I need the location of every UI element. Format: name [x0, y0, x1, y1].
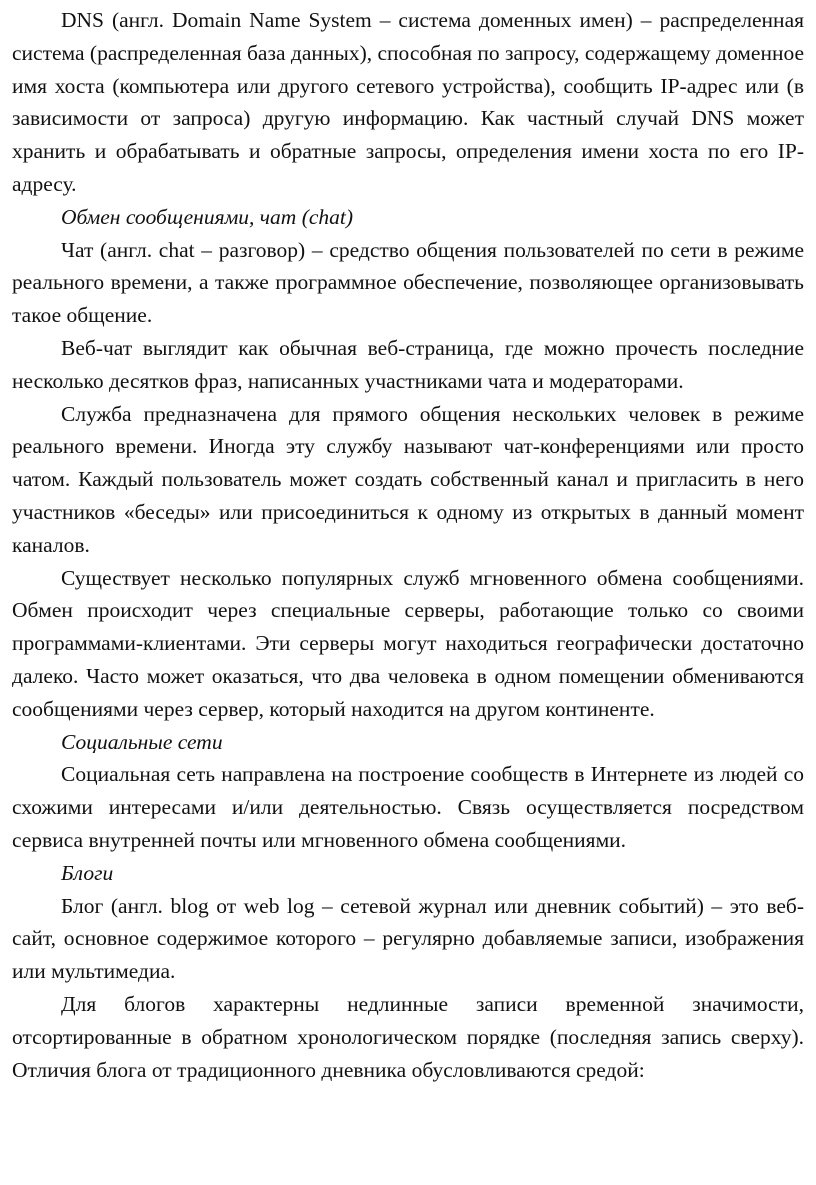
- paragraph-blog-definition: Блог (англ. blog от web log – сетевой журнал или дневник событий) – это веб-сайт, основное содержимое которого – регулярно добавляемые записи, изображения или мультимедиа.: [12, 893, 804, 984]
- paragraph-dns: DNS (англ. Domain Name System – система доменных имен) – распределенная система (распределенная база данных), способная по запросу, содержащему доменное имя хоста (компьютера или другого сетевого устройства), сообщить IP-адрес или (в зависимости от запроса) другую информацию. Как частный случай DNS может хранить и обрабатывать и обратные запросы, определения имени хоста по его IP- адресу.: [12, 8, 805, 196]
- paragraph-blog-features: Для блогов характерны недлинные записи временной значимости, отсортированные в обратном хронологическом порядке (последняя запись сверху). Отличия блога от традиционного дневника обусловливаются средой:: [12, 991, 804, 1082]
- paragraph-instant-messaging: Существует несколько популярных служб мгновенного обмена сообщениями. Обмен происходит через специальные серверы, работающие только со своими программами-клиентами. Эти серверы могут находиться географически достаточно далеко. Часто может оказаться, что два человека в одном помещении обмениваются сообщениями через сервер, который находится на другом континенте.: [12, 565, 804, 721]
- paragraph-chat-definition: Чат (англ. chat – разговор) – средство общения пользователей по сети в режиме реального времени, а также программное обеспечение, позволяющее организовывать такое общение.: [12, 237, 804, 328]
- paragraph-social-networks: Социальная сеть направлена на построение сообществ в Интернете из людей со схожими интересами и/или деятельностью. Связь осуществляется посредством сервиса внутренней почты или мгновенного обмена сообщениями.: [12, 762, 804, 852]
- paragraph-web-chat: Веб-чат выглядит как обычная веб-страница, где можно прочесть последние несколько десятков фраз, написанных участниками чата и модераторами.: [12, 335, 804, 393]
- paragraph-chat-service: Служба предназначена для прямого общения нескольких человек в режиме реального времени. Иногда эту службу называют чат-конференциями или просто чатом. Каждый пользователь может создать собственный канал и пригласить в него участников «беседы» или присоединиться к одному из открытых в данный момент каналов.: [12, 401, 804, 557]
- heading-blogs: Блоги: [61, 860, 114, 885]
- heading-social-networks: Социальные сети: [61, 729, 223, 754]
- heading-chat: Обмен сообщениями, чат (chat): [61, 204, 354, 229]
